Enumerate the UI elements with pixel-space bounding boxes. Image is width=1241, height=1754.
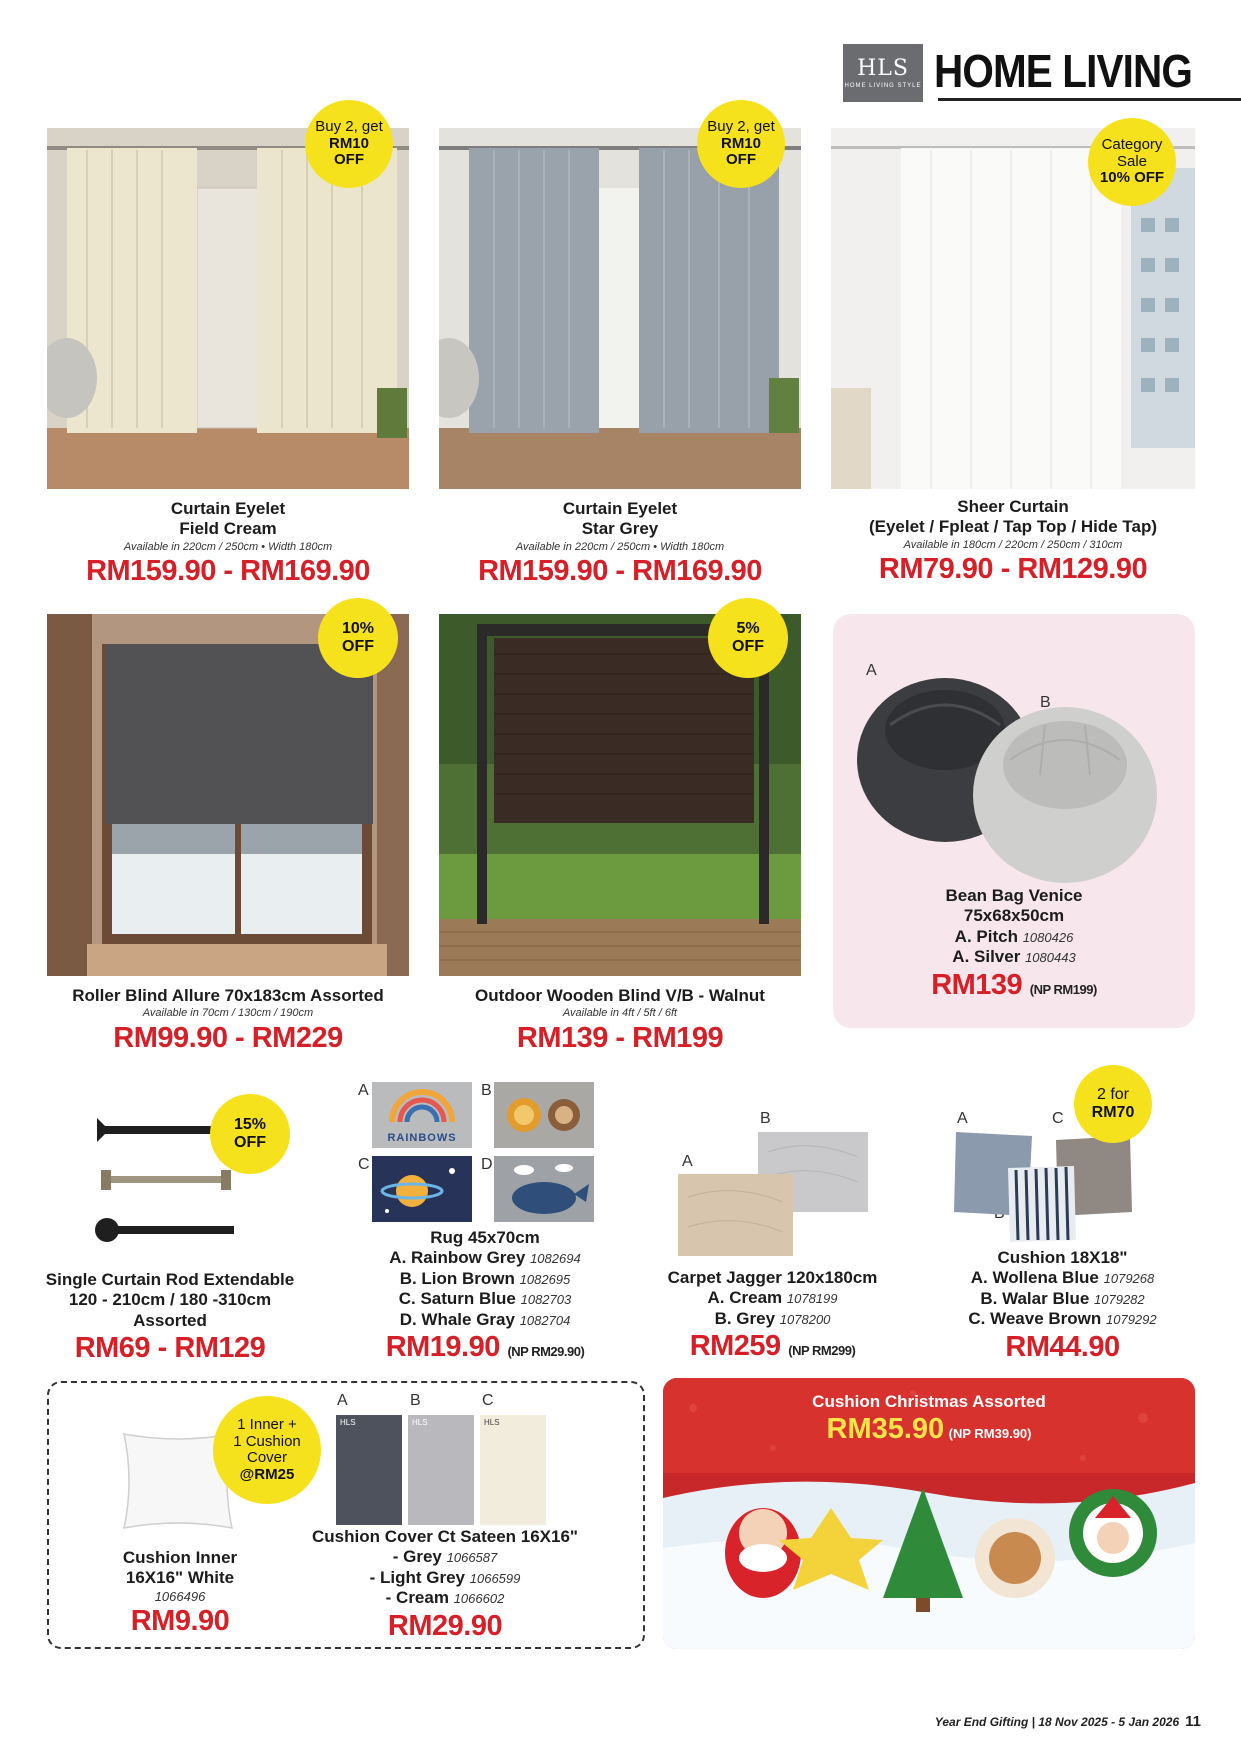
variant-sku: 1080426 [1022, 929, 1074, 945]
cushion-badge [1074, 1065, 1152, 1143]
product-name: 120 - 210cm / 180 -310cm [68, 1290, 272, 1310]
section-title: HOME LIVING [934, 45, 1192, 97]
variant-label: A. Rainbow Grey [389, 1248, 526, 1268]
rug-saturn-image[interactable] [372, 1156, 472, 1222]
variant-label: A. Silver [952, 947, 1021, 967]
variant-label: - Cream [385, 1588, 449, 1608]
product-name: Star Grey [581, 519, 659, 539]
roller-badge [318, 598, 398, 678]
title-rule [938, 98, 1241, 101]
product-name: Cushion Christmas Assorted [812, 1392, 1046, 1411]
rug-whale-image[interactable] [494, 1156, 594, 1222]
variant-sku: 1079268 [1103, 1271, 1155, 1287]
variant-sku: 1082694 [530, 1251, 581, 1267]
badge-line: 1 Inner + [237, 1416, 297, 1433]
cover-info [310, 1527, 580, 1643]
variant-line [310, 1547, 580, 1567]
cover-cream-image[interactable] [480, 1415, 546, 1525]
variant-sku: 1078200 [779, 1311, 831, 1327]
product-name: Single Curtain Rod Extendable [45, 1270, 295, 1289]
cover-lightgrey-image[interactable] [408, 1415, 474, 1525]
variant-line [310, 1588, 580, 1608]
product-name: Cushion Inner [122, 1548, 238, 1567]
variant-line [930, 1268, 1195, 1288]
variant-label: C. Saturn Blue [398, 1289, 516, 1309]
product-note: Available in 220cm / 250cm • Width 180cm [515, 540, 725, 553]
variant-sku: 1082695 [519, 1271, 571, 1287]
product-name: 16X16" White [125, 1568, 235, 1588]
variant-line [660, 1309, 885, 1329]
badge-line: 1 Cushion Cover [233, 1432, 301, 1466]
product-name: Curtain Eyelet [562, 499, 678, 518]
beanbag-letter-b: B [1040, 694, 1051, 711]
carpet-letter-a: A [682, 1153, 693, 1170]
product-price-line [843, 968, 1185, 1003]
product-name: Bean Bag Venice [945, 886, 1083, 905]
product-note: Available in 220cm / 250cm • Width 180cm [123, 540, 333, 553]
beanbag-image[interactable] [850, 665, 1180, 890]
outdoor-badge [708, 598, 788, 678]
normal-price: (NP RM299) [788, 1343, 856, 1359]
product-sku: 1066496 [154, 1588, 206, 1604]
badge-line: RM10 [328, 134, 369, 152]
variant-line [930, 1309, 1195, 1329]
carpet-info [660, 1268, 885, 1364]
product-price: RM139 [931, 968, 1023, 1001]
rug-rainbow-image[interactable] [372, 1082, 472, 1148]
variant-label: D. Whale Gray [399, 1309, 515, 1329]
outdoor-info [429, 986, 811, 1055]
cushion-image[interactable] [950, 1128, 1135, 1248]
variant-sku: 1066599 [469, 1570, 521, 1586]
product-name: Outdoor Wooden Blind V/B - Walnut [475, 986, 765, 1005]
badge-line: @RM25 [239, 1465, 295, 1483]
variant-line [340, 1289, 630, 1309]
rug-lion-image[interactable] [494, 1082, 594, 1148]
cover-grey-image[interactable] [336, 1415, 402, 1525]
beanbag-letter-a: A [866, 662, 877, 679]
sheer-info [831, 497, 1195, 587]
product-name: Rug 45x70cm [430, 1228, 540, 1247]
product-price-line [340, 1330, 630, 1365]
cover-letter: C [482, 1392, 494, 1409]
product-price: RM29.90 [387, 1609, 503, 1642]
badge-line: RM70 [1091, 1104, 1135, 1121]
product-note: Available in 180cm / 220cm / 250cm / 310cm [903, 538, 1123, 551]
rug-letter: D [481, 1156, 493, 1173]
rod-badge [210, 1094, 290, 1174]
badge-line: Sale [1116, 152, 1148, 170]
product-name: Carpet Jagger 120x180cm [667, 1268, 878, 1287]
hls-logo [843, 44, 923, 102]
variant-line [843, 947, 1185, 967]
badge-line: OFF [726, 151, 756, 169]
product-price: RM79.90 - RM129.90 [878, 552, 1148, 585]
product-price-line [660, 1329, 885, 1364]
product-name: Curtain Eyelet [170, 499, 286, 518]
product-name: 75x68x50cm [963, 906, 1065, 926]
variant-label: B. Walar Blue [980, 1288, 1090, 1308]
badge-line: OFF [334, 151, 364, 169]
inner-badge [213, 1396, 321, 1504]
cushion-info [930, 1248, 1195, 1364]
product-price: RM44.90 [1005, 1330, 1120, 1363]
product-name: Sheer Curtain [957, 497, 1069, 516]
variant-sku: 1079282 [1094, 1291, 1145, 1307]
badge-line: Buy 2, get [707, 118, 775, 136]
sheer-badge [1088, 118, 1176, 206]
variant-sku: 1078199 [786, 1291, 838, 1307]
variant-label: A. Pitch [954, 926, 1018, 946]
rug-letter: C [358, 1156, 370, 1173]
product-name: Assorted [133, 1310, 207, 1330]
badge-line: OFF [732, 638, 764, 655]
cushion-letter: C [1052, 1110, 1064, 1127]
curtain-cream-badge [305, 100, 393, 188]
variant-line [660, 1288, 885, 1308]
footer-text: Year End Gifting | 18 Nov 2025 - 5 Jan 2026 [934, 1715, 1180, 1729]
product-name: Cushion 18X18" [997, 1248, 1128, 1267]
hls-logo-sub: HOME LIVING STYLE [844, 82, 922, 89]
footer [935, 1713, 1201, 1730]
carpet-letter-b: B [760, 1110, 771, 1127]
variant-label: B. Lion Brown [399, 1268, 515, 1288]
normal-price: (NP RM39.90) [948, 1426, 1032, 1442]
rug-rainbow-text: RAINBOWS [387, 1132, 457, 1144]
page-number: 11 [1185, 1713, 1201, 1730]
cover-letter: B [410, 1392, 421, 1409]
variant-line [340, 1269, 630, 1289]
variant-line [310, 1568, 580, 1588]
badge-line: RM10 [720, 134, 761, 152]
pack-logo: HLS [412, 1418, 428, 1427]
product-note: Available in 70cm / 130cm / 190cm [142, 1007, 314, 1020]
product-price: RM9.90 [130, 1605, 230, 1638]
product-price: RM259 [689, 1330, 781, 1363]
christmas-info [663, 1392, 1195, 1447]
badge-line: 10% [341, 620, 375, 638]
badge-line: OFF [342, 638, 374, 655]
product-name: (Eyelet / Fpleat / Tap Top / Hide Tap) [868, 517, 1158, 537]
variant-sku: 1082703 [520, 1292, 572, 1308]
product-name: Field Cream [179, 519, 277, 539]
rug-info [340, 1228, 630, 1365]
pack-logo: HLS [484, 1418, 500, 1427]
rug-letter: B [481, 1082, 492, 1099]
inner-info [85, 1548, 275, 1639]
variant-line [930, 1289, 1195, 1309]
variant-label: A. Wollena Blue [970, 1268, 1099, 1288]
normal-price: (NP RM29.90) [507, 1343, 585, 1359]
rug-letter: A [358, 1082, 369, 1099]
product-price: RM35.90 [826, 1413, 945, 1446]
variant-line [843, 927, 1185, 947]
badge-line: Category [1101, 136, 1163, 154]
product-price: RM99.90 - RM229 [113, 1021, 343, 1054]
variant-sku: 1066587 [446, 1550, 498, 1566]
badge-line: OFF [234, 1134, 266, 1151]
product-note: Available in 4ft / 5ft / 6ft [562, 1007, 678, 1020]
variant-label: - Grey [392, 1547, 442, 1567]
product-name: Roller Blind Allure 70x183cm Assorted [72, 986, 384, 1005]
pack-logo: HLS [340, 1418, 356, 1427]
carpet-image[interactable] [678, 1132, 870, 1256]
product-price: RM159.90 - RM169.90 [478, 554, 762, 587]
normal-price: (NP RM199) [1029, 981, 1097, 997]
product-price: RM139 - RM199 [516, 1021, 724, 1054]
variant-label: B. Grey [714, 1308, 776, 1328]
badge-line: 15% [233, 1116, 267, 1134]
badge-line: 5% [736, 620, 760, 638]
curtain-cream-info [47, 499, 409, 589]
badge-line: Buy 2, get [315, 118, 383, 136]
roller-info [37, 986, 419, 1055]
cover-letter: A [337, 1392, 348, 1409]
product-price: RM19.90 [385, 1330, 500, 1363]
product-price: RM159.90 - RM169.90 [86, 554, 370, 587]
badge-line: 10% OFF [1099, 169, 1165, 187]
cushion-letter: A [957, 1110, 968, 1127]
variant-sku: 1080443 [1025, 950, 1076, 966]
variant-sku: 1079292 [1106, 1312, 1157, 1328]
variant-label: - Light Grey [369, 1567, 466, 1587]
badge-line: 2 for [1096, 1086, 1129, 1104]
rod-info [40, 1270, 300, 1366]
curtain-grey-badge [697, 100, 785, 188]
variant-label: C. Weave Brown [968, 1309, 1102, 1329]
variant-sku: 1082704 [519, 1312, 571, 1328]
variant-line [340, 1248, 630, 1268]
beanbag-info [843, 886, 1185, 1002]
variant-label: A. Cream [707, 1288, 783, 1308]
product-price: RM69 - RM129 [74, 1332, 266, 1365]
variant-sku: 1066602 [453, 1591, 505, 1607]
curtain-grey-info [439, 499, 801, 589]
product-name: Cushion Cover Ct Sateen 16X16" [312, 1527, 578, 1546]
product-price-line [663, 1412, 1195, 1447]
hls-logo-mark: HLS [857, 55, 909, 81]
variant-line [340, 1310, 630, 1330]
